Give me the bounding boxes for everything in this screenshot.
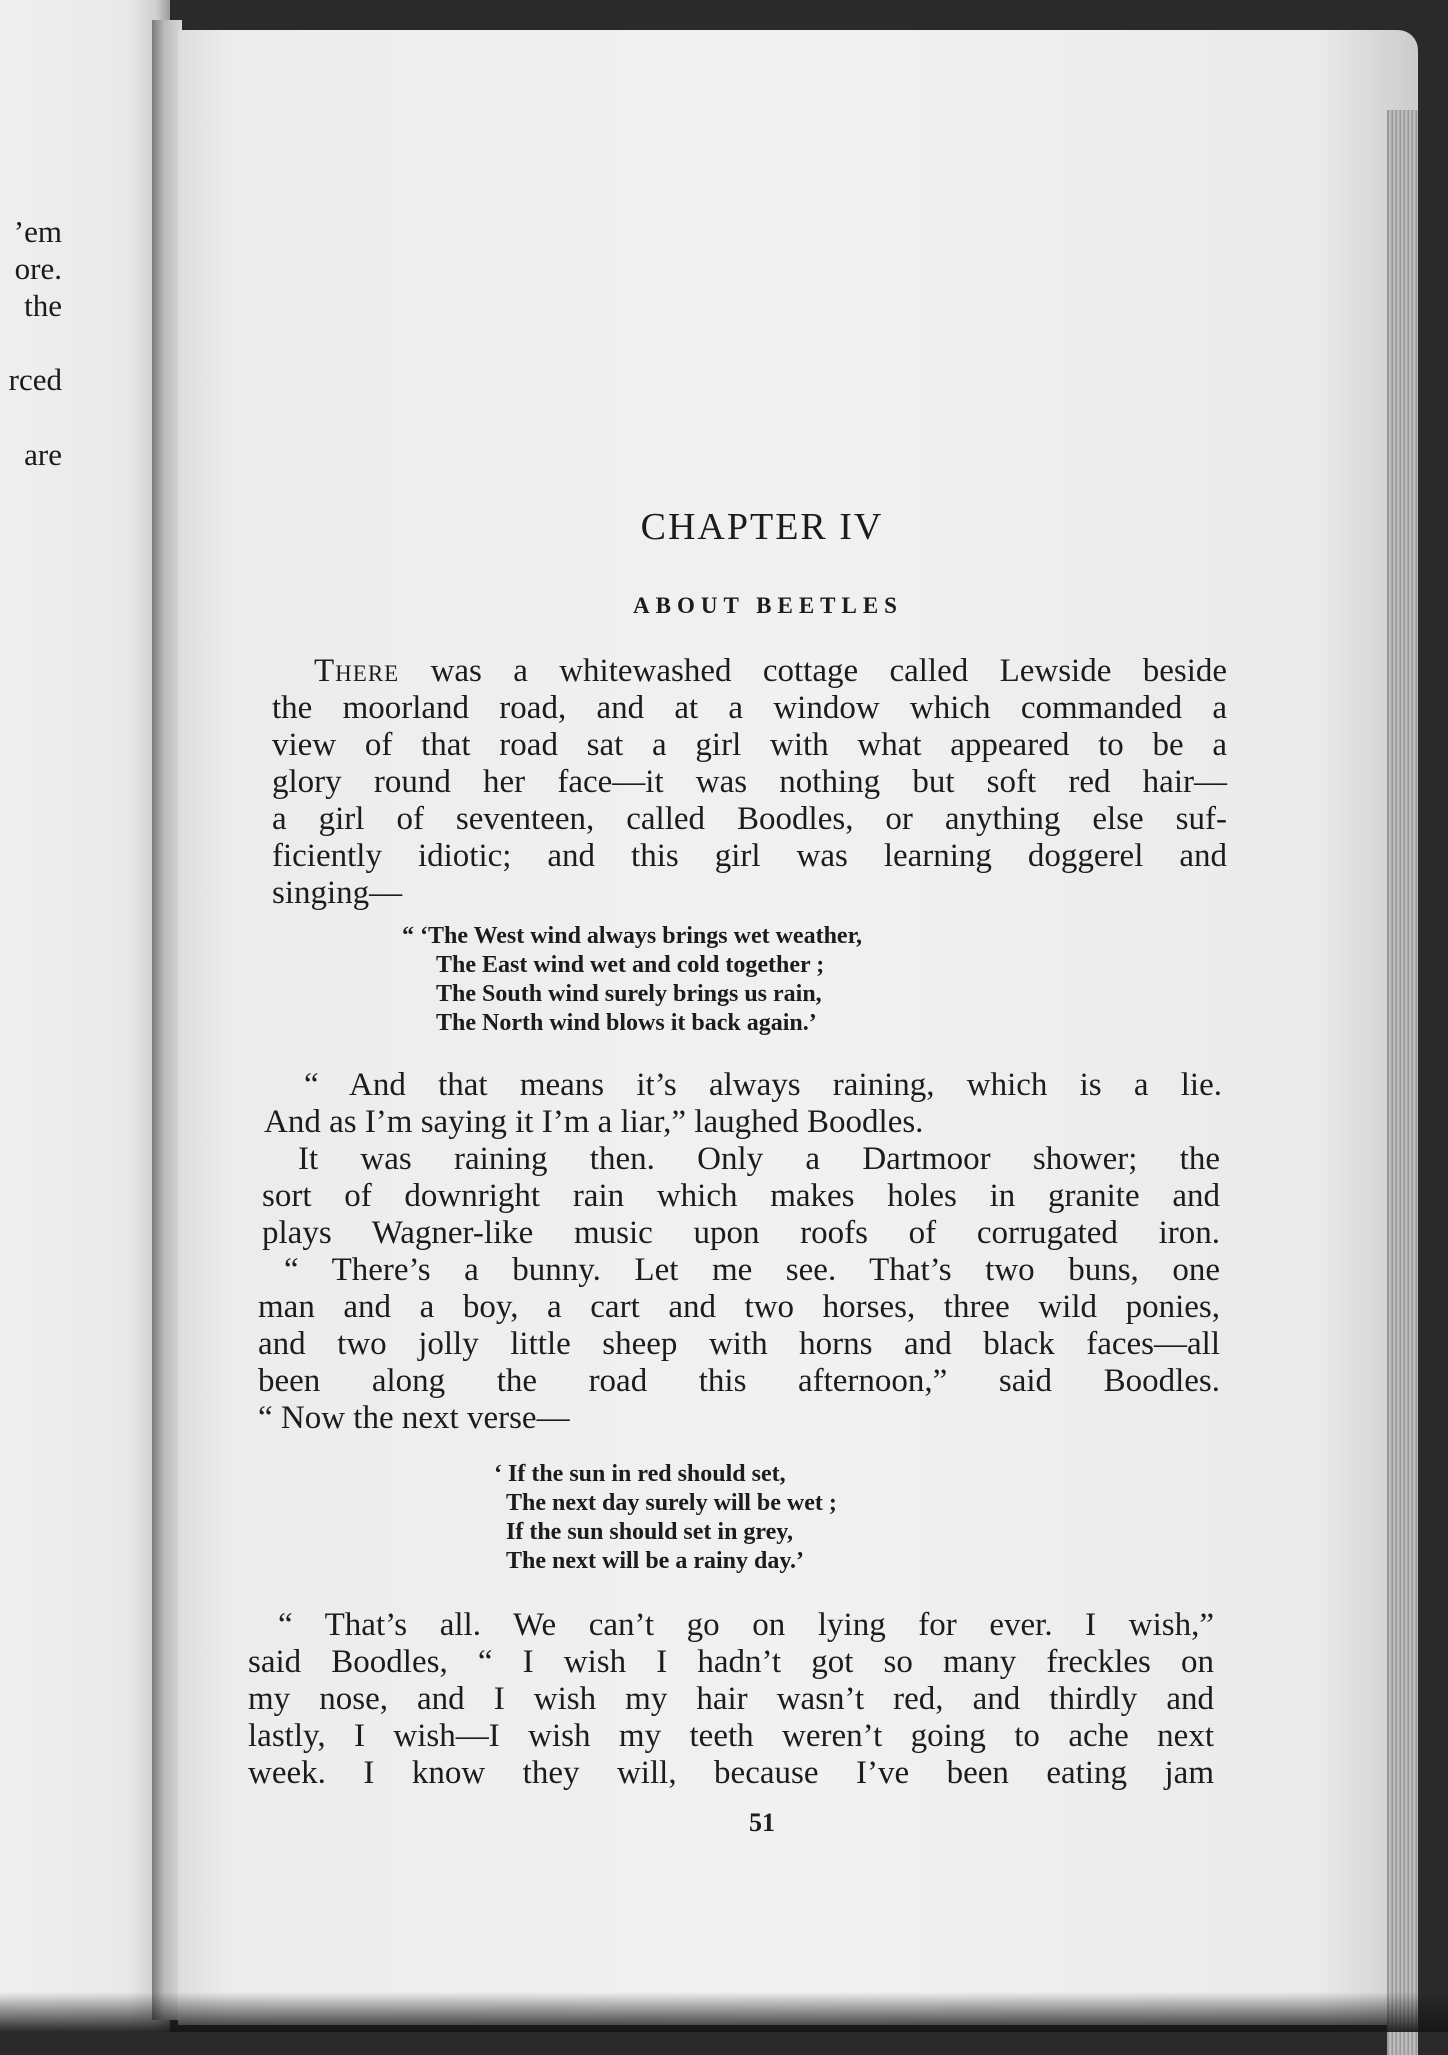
left-page-fragment: rced — [8, 362, 62, 397]
verse-line: ‘ If the sun in red should set, — [494, 1461, 786, 1487]
left-page-fragment: the — [24, 288, 62, 323]
verse-line: The South wind surely brings us rain, — [436, 981, 822, 1007]
paragraph-line: “ That’s all. We can’t go on lying for ever. I wish,” — [278, 1607, 1214, 1643]
paragraph-line: week. I know they will, because I’ve been eating jam — [248, 1755, 1214, 1791]
paragraph-line: my nose, and I wish my hair wasn’t red, and thirdly and — [248, 1681, 1214, 1717]
paragraph-line: man and a boy, a cart and two horses, three wild ponies, — [258, 1289, 1220, 1325]
chapter-title: CHAPTER IV — [640, 506, 884, 548]
left-page-fragment: are — [24, 437, 62, 472]
paragraph — [258, 1252, 1220, 1437]
paragraph-line: glory round her face—it was nothing but soft red hair— — [272, 764, 1227, 800]
left-page-fragment: ’em — [13, 214, 62, 249]
paragraph — [272, 653, 1227, 912]
paragraph-line: said Boodles, “ I wish I hadn’t got so many freckles on — [248, 1644, 1214, 1680]
left-page-fragment: ore. — [14, 251, 62, 286]
verse-line: “ ‘The West wind always brings wet weather, — [402, 923, 863, 949]
lead-word: There — [314, 653, 400, 689]
paragraph-line: There was a whitewashed cottage called Lewside beside — [314, 653, 1228, 689]
paragraph-line: “ And that means it’s always raining, which is a lie. — [304, 1067, 1222, 1103]
verse — [402, 922, 862, 1038]
paragraph-line: lastly, I wish—I wish my teeth weren’t going to ache next — [248, 1718, 1214, 1754]
paragraph-line: ficiently idiotic; and this girl was learning doggerel and — [272, 838, 1227, 874]
chapter-subtitle: ABOUT BEETLES — [633, 593, 903, 618]
verse — [494, 1460, 837, 1576]
paragraph-line: and two jolly little sheep with horns and black faces—all — [258, 1326, 1220, 1362]
verse-line: The East wind wet and cold together ; — [436, 952, 825, 978]
paragraph-line: And as I’m saying it I’m a liar,” laughed Boodles. — [264, 1104, 924, 1140]
bottom-shadow — [0, 1992, 1448, 2032]
paragraph-line: the moorland road, and at a window which commanded a — [272, 690, 1227, 726]
paragraph-line: view of that road sat a girl with what appeared to be a — [272, 727, 1227, 763]
paragraph-line: a girl of seventeen, called Boodles, or anything else suf- — [272, 801, 1227, 837]
verse-line: The next day surely will be wet ; — [506, 1490, 837, 1516]
paragraph-line: sort of downright rain which makes holes in granite and — [262, 1178, 1220, 1214]
paragraph — [264, 1067, 1222, 1141]
paragraph-line: It was raining then. Only a Dartmoor shower; the — [298, 1141, 1220, 1177]
left-page — [0, 0, 170, 2032]
page-edge — [1387, 110, 1418, 2055]
paragraph-line: been along the road this afternoon,” said Boodles. — [258, 1363, 1220, 1399]
page-content — [248, 0, 1228, 2032]
paragraph-line: plays Wagner-like music upon roofs of corrugated iron. — [262, 1215, 1220, 1251]
verse-line: The next will be a rainy day.’ — [506, 1548, 805, 1574]
paragraph — [248, 1607, 1214, 1792]
paragraph-line: “ There’s a bunny. Let me see. That’s two buns, one — [284, 1252, 1220, 1288]
paragraph-line: “ Now the next verse— — [258, 1400, 570, 1436]
page-number: 51 — [749, 1808, 775, 1837]
paragraph-line: singing— — [272, 875, 403, 911]
verse-line: The North wind blows it back again.’ — [436, 1010, 817, 1036]
paragraph — [262, 1141, 1220, 1252]
verse-line: If the sun should set in grey, — [506, 1519, 793, 1545]
